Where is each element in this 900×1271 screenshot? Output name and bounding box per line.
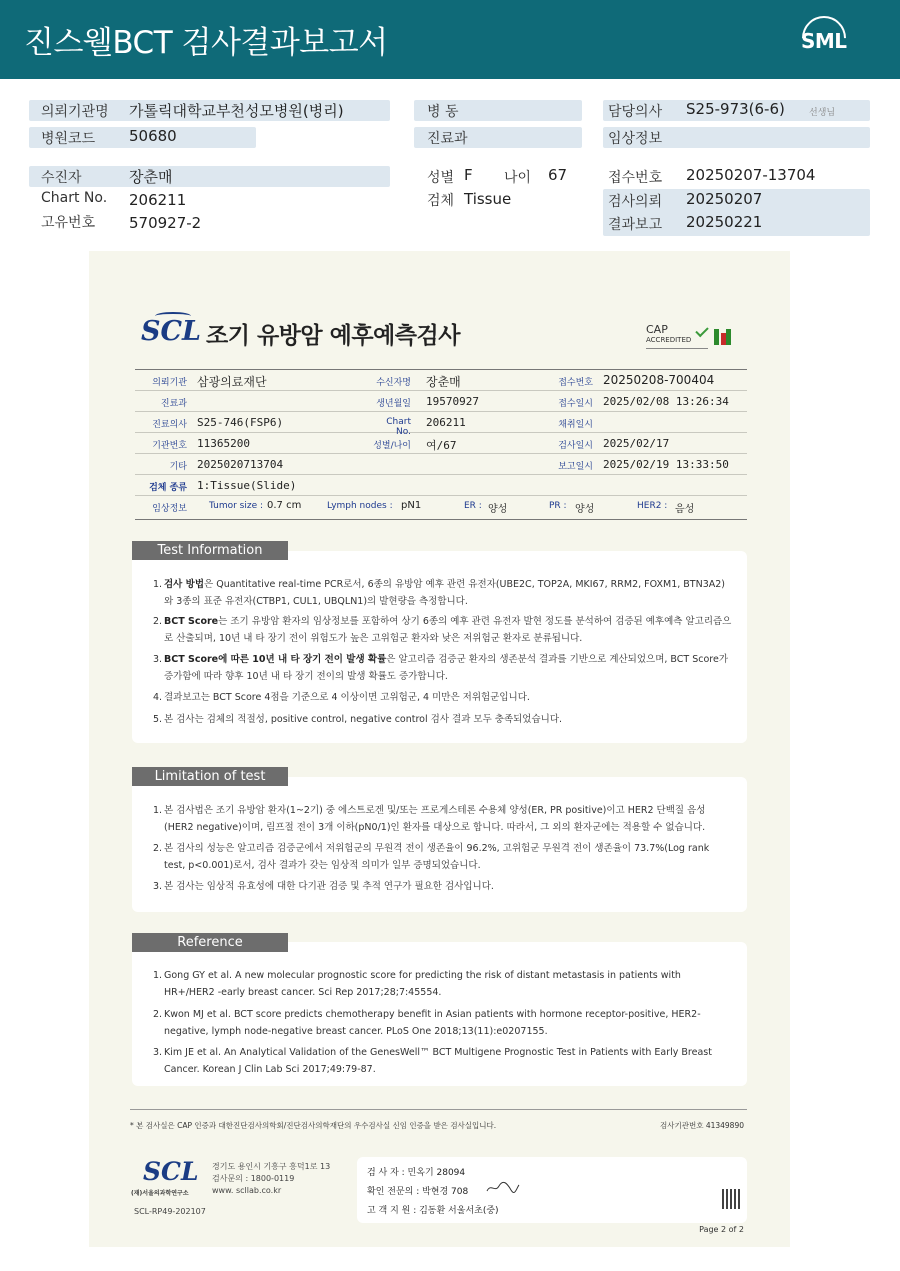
hospital-code-label: 병원코드 xyxy=(41,131,96,147)
signature-mark xyxy=(485,1181,521,1195)
uid-label: 고유번호 xyxy=(41,215,96,231)
item-text: Kim JE et al. An Analytical Validation of the GenesWell™ BCT Multigene Prognostic Test in Patients with Early Breast Cancer. Korean J Clin Lab Sci 2017;49:79-87. xyxy=(164,1047,712,1075)
er-value: 양성 xyxy=(488,504,508,515)
row-value: 장춘매 xyxy=(426,375,461,389)
requester-label: 의뢰기관명 xyxy=(41,104,109,120)
her2-label: HER2 : xyxy=(637,501,668,511)
examiner-line: 검 사 자 : 민옥기 28094 xyxy=(367,1168,466,1178)
item-text: 은 알고리즘 검증군 환자의 생존분석 결과를 기반으로 계산되었으며, BCT Score가 증가함에 따라 향후 10년 내 타 장기 전이의 발생 확률도 증가합니다. xyxy=(164,654,729,682)
row-value: 1:Tissue(Slide) xyxy=(197,479,297,492)
row-value: 20250208-700404 xyxy=(603,373,715,387)
chart-label: Chart No. xyxy=(41,190,108,206)
her2-value: 음성 xyxy=(675,504,695,515)
patient-value: 장춘매 xyxy=(129,168,173,186)
phone-line: 검사문의 : 1800-0119 xyxy=(212,1174,295,1183)
report-header xyxy=(0,0,900,79)
cap-text: CAP xyxy=(646,323,668,336)
item-text: Gong GY et al. A new molecular prognostic score for predicting the risk of distant metastasis in patients with HR+/HER2 -early breast cancer. Sci Rep 2017;28;7:45554. xyxy=(164,970,681,998)
item-number: 2. xyxy=(153,616,163,627)
row-key: 진료의사 xyxy=(152,420,187,430)
paper-title: 조기 유방암 예후예측검사 xyxy=(206,323,460,349)
item-number: 3. xyxy=(153,881,163,892)
sml-logo xyxy=(798,14,850,64)
row-key: 기관번호 xyxy=(152,441,187,451)
row-value: 삼광의료재단 xyxy=(197,375,267,389)
patient-info-table xyxy=(135,369,747,520)
request-date-label: 검사의뢰 xyxy=(608,194,663,210)
row-key: 보고일시 xyxy=(558,462,593,472)
request-date-value: 20250207 xyxy=(686,190,763,208)
row-value: 2025020713704 xyxy=(197,458,284,471)
requester-value: 가톨릭대학교부천성모병원(병리) xyxy=(129,102,344,120)
item-number: 3. xyxy=(153,1047,163,1058)
row-key: Chart No. xyxy=(386,417,411,437)
org-address xyxy=(212,1161,330,1197)
row-value: 2025/02/08 13:26:34 xyxy=(603,395,729,408)
row-key: 성별/나이 xyxy=(373,441,411,451)
doctor-value: S25-973(6-6) xyxy=(686,100,785,118)
item-text: 본 검사는 검체의 적절성, positive control, negative control 검사 결과 모두 충족되었습니다. xyxy=(164,714,563,725)
table-row xyxy=(135,370,747,391)
item-text: 본 검사의 성능은 알고리즘 검증군에서 저위험군의 무원격 전이 생존율이 96.2%, 고위험군 무원격 전이 생존율이 73.7%(Log rank test, p<0.001)로서, 검사 결과가 갖는 임상적 의미가 일부 증명되었습니다. xyxy=(164,843,710,871)
item-bold: BCT Score에 따른 10년 내 타 장기 전이 발생 확률 xyxy=(164,654,387,665)
patient-label: 수진자 xyxy=(41,170,82,186)
org-name: (재)서울의과학연구소 xyxy=(131,1190,189,1197)
scl-footer-logo: SCL xyxy=(143,1157,199,1186)
row-key: 검체 종류 xyxy=(149,483,187,493)
row-key: 접수일시 xyxy=(558,399,593,409)
row-key: 생년월일 xyxy=(376,399,411,409)
chart-value: 206211 xyxy=(129,191,187,209)
lymph-value: pN1 xyxy=(401,500,422,511)
row-value: 2025/02/17 xyxy=(603,437,670,450)
pr-value: 양성 xyxy=(575,504,595,515)
item-number: 2. xyxy=(153,1009,163,1020)
row-key: 기타 xyxy=(169,462,187,472)
row-value: S25-746(FSP6) xyxy=(197,416,284,429)
clinical-label: 임상정보 xyxy=(152,504,187,514)
item-number: 4. xyxy=(153,692,163,703)
dept-label: 진료과 xyxy=(427,131,468,147)
receipt-value: 20250207-13704 xyxy=(686,166,816,184)
report-date-value: 20250221 xyxy=(686,213,763,231)
table-row xyxy=(135,391,747,412)
lymph-label: Lymph nodes : xyxy=(327,501,393,511)
reference-title: Reference xyxy=(132,933,288,952)
support-line: 고 객 지 원 : 김동환 서울서초(중) xyxy=(367,1206,499,1216)
test-info-title: Test Information xyxy=(132,541,288,560)
item-bold: 검사 방법 xyxy=(164,579,205,590)
item-number: 1. xyxy=(153,579,163,590)
cap-note: * 본 검사실은 CAP 인증과 대한진단검사의학회/진단검사의학재단의 우수검사실 신임 인증을 받은 검사실입니다. xyxy=(130,1121,497,1130)
website-line: www. scllab.co.kr xyxy=(212,1186,282,1195)
limitation-title: Limitation of test xyxy=(132,767,288,786)
row-key: 의뢰기관 xyxy=(152,378,187,388)
doctor-label: 담당의사 xyxy=(608,104,663,120)
table-row xyxy=(135,475,747,496)
item-text: 는 조기 유방암 환자의 임상정보를 포함하여 상기 6종의 예후 관련 유전자 발현 정도를 분석하여 검증된 예후예측 알고리즘으로 산출되며, 10년 내 타 장기 전이 위험도가 높은 고위험군 환자와 낮은 저위험군 환자로 분류됩니다. xyxy=(164,616,732,644)
table-row xyxy=(135,412,747,437)
table-row xyxy=(135,454,747,475)
sml-logo-text: SML xyxy=(801,29,847,53)
row-value: 11365200 xyxy=(197,437,250,450)
report-date-label: 결과보고 xyxy=(608,217,663,233)
item-text: 본 검사법은 조기 유방암 환자(1~2기) 중 에스트로겐 및/또는 프로게스테론 수용체 양성(ER, PR positive)이고 HER2 단백질 음성 (HER2 negative)이며, 림프절 전이 3개 이하(pN0/1)인 환자를 대상으로 합니다. 따라서, 그 외의 환자군에는 적용할 수 없습니다. xyxy=(164,805,706,833)
report-title: 진스웰BCT 검사결과보고서 xyxy=(24,25,388,61)
row-key: 진료과 xyxy=(160,399,187,409)
lh-logo-icon xyxy=(714,323,731,345)
ward-label: 병 동 xyxy=(427,104,459,120)
specialist-line: 확인 전문의 : 박현경 708 xyxy=(367,1187,469,1197)
table-row xyxy=(135,433,747,454)
footer-divider xyxy=(130,1109,747,1110)
row-value: 여/67 xyxy=(426,439,457,452)
specimen-value: Tissue xyxy=(464,190,512,208)
hospital-code-value: 50680 xyxy=(129,127,177,145)
item-number: 3. xyxy=(153,654,163,665)
uid-value: 570927-2 xyxy=(129,214,202,232)
item-number: 2. xyxy=(153,843,163,854)
item-number: 1. xyxy=(153,970,163,981)
pr-label: PR : xyxy=(549,501,567,511)
qr-code-icon xyxy=(722,1189,742,1209)
page-number: Page 2 of 2 xyxy=(699,1225,744,1234)
item-number: 5. xyxy=(153,714,163,725)
row-key: 접수번호 xyxy=(558,378,593,388)
row-value: 2025/02/19 13:33:50 xyxy=(603,458,729,471)
scanned-report-page xyxy=(89,251,790,1247)
item-text: 결과보고는 BCT Score 4점을 기준으로 4 이상이면 고위험군, 4 미만은 저위험군입니다. xyxy=(164,692,530,703)
tumor-size-label: Tumor size : xyxy=(209,501,264,511)
org-number: 검사기관번호 41349890 xyxy=(659,1121,744,1130)
age-label: 나이 xyxy=(504,170,532,186)
age-value: 67 xyxy=(548,166,568,184)
item-number: 1. xyxy=(153,805,163,816)
row-key: 검사일시 xyxy=(558,441,593,451)
receipt-label: 접수번호 xyxy=(608,170,663,186)
item-text: 본 검사는 임상적 유효성에 대한 다기관 검증 및 추적 연구가 필요한 검사입니다. xyxy=(164,881,494,892)
info-bar-patient xyxy=(29,166,390,187)
item-text: Kwon MJ et al. BCT score predicts chemotherapy benefit in Asian patients with hormone receptor-positive, HER2-negative, lymph node-negative breast cancer. PLoS One 2018;13(11):e0207155. xyxy=(164,1009,701,1037)
er-label: ER : xyxy=(464,501,482,511)
cap-accredited-logo xyxy=(646,323,708,349)
address-line: 경기도 용인시 기흥구 흥덕1로 13 xyxy=(212,1162,331,1171)
scl-logo: SCL xyxy=(141,316,201,347)
item-text: 은 Quantitative real-time PCR로서, 6종의 유방암 예후 관련 유전자(UBE2C, TOP2A, MKI67, RRM2, FOXM1, BTN3A2)와 3종의 표준 유전자(CTBP1, CUL1, UBQLN1)의 발현량을 측정합니다. xyxy=(164,579,726,607)
sex-value: F xyxy=(464,166,473,184)
specimen-label: 검체 xyxy=(427,193,455,209)
row-key: 수신자명 xyxy=(376,378,411,388)
tumor-size-value: 0.7 cm xyxy=(267,500,302,511)
sex-label: 성별 xyxy=(427,170,455,186)
check-icon xyxy=(695,324,708,337)
row-key: 채취일시 xyxy=(558,420,593,430)
doctor-suffix: 선생님 xyxy=(809,108,836,118)
clinical-info-row xyxy=(135,496,747,517)
item-bold: BCT Score xyxy=(164,616,219,627)
cap-sub-text: ACCREDITED xyxy=(646,336,692,344)
row-value: 206211 xyxy=(426,416,466,429)
row-value: 19570927 xyxy=(426,395,479,408)
document-id: SCL-RP49-202107 xyxy=(134,1207,206,1216)
clinical-label: 임상정보 xyxy=(608,131,663,147)
